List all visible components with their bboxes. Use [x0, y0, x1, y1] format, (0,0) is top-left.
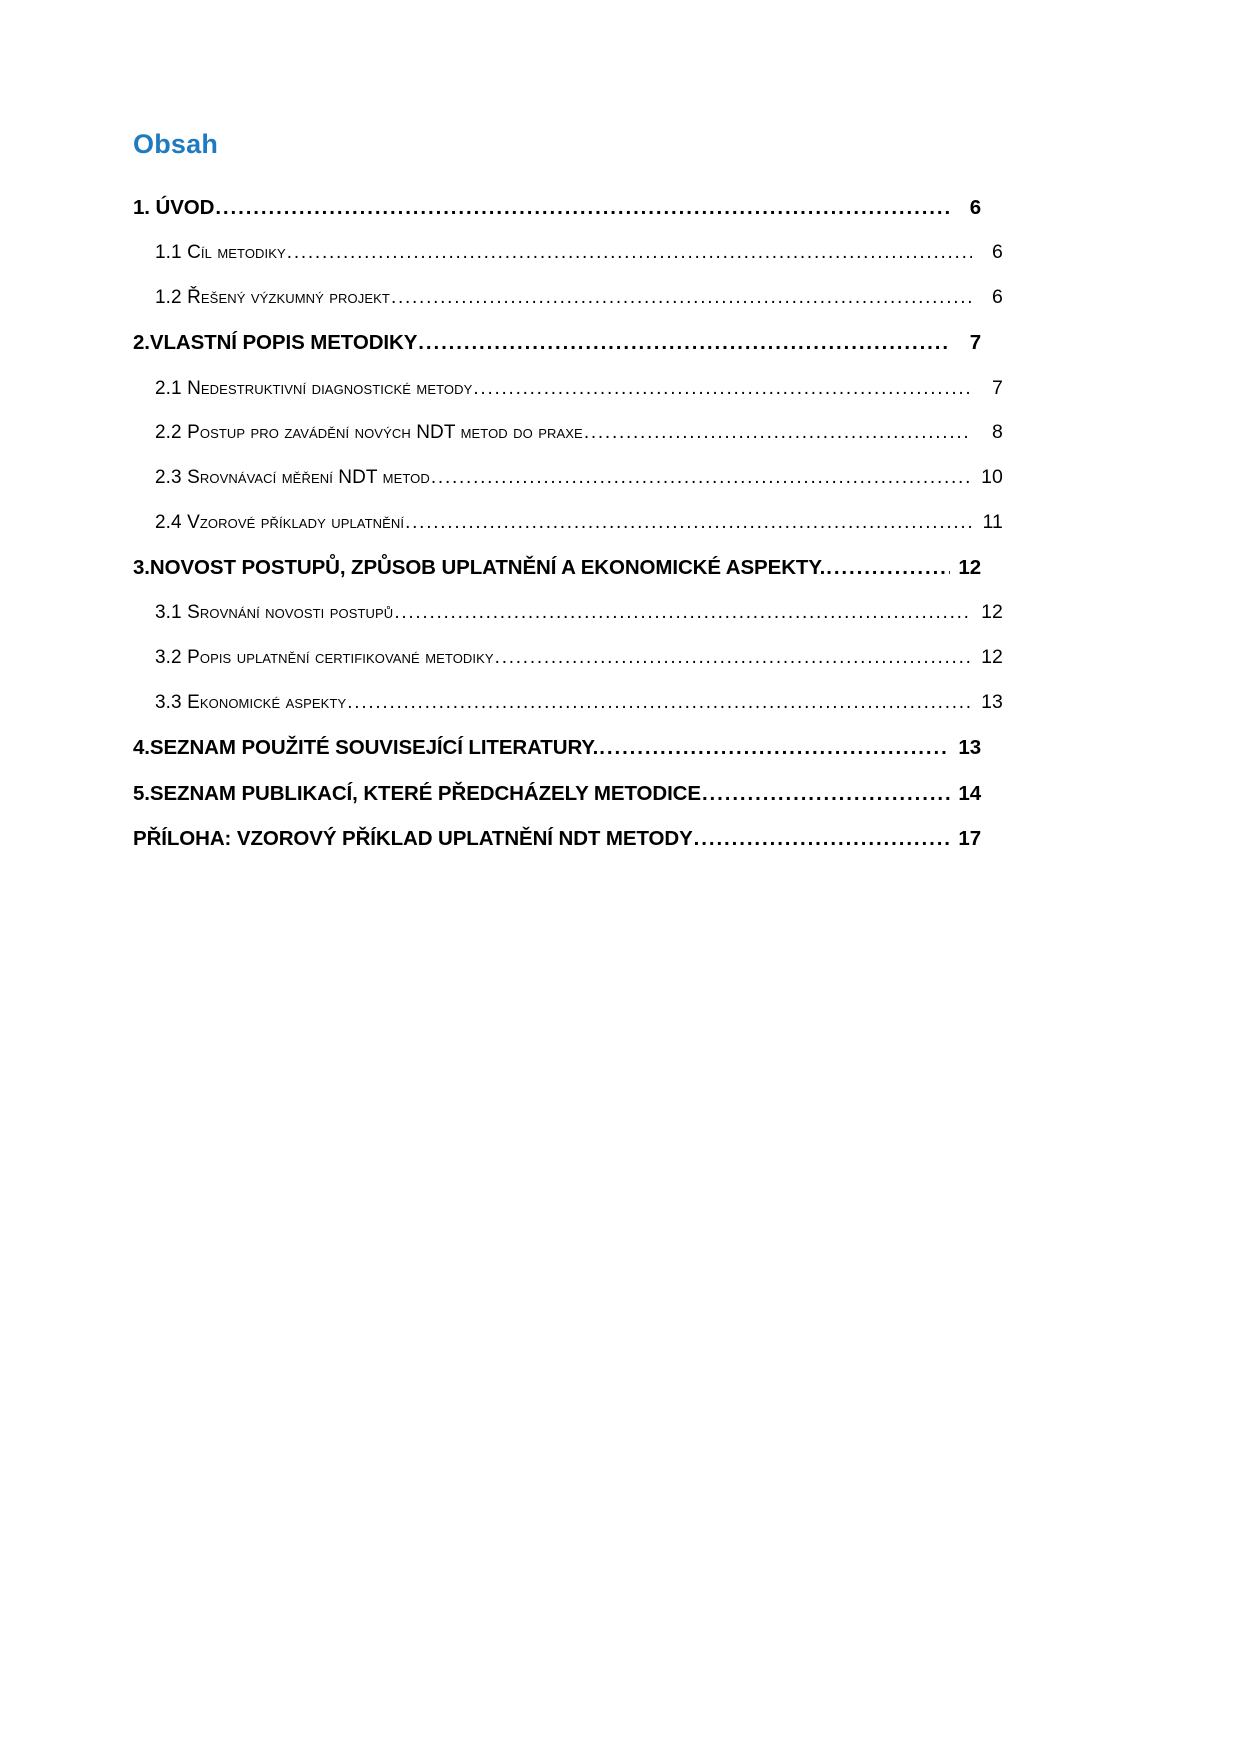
toc-entry-label: 2.2 Postup pro zavádění nových NDT metod do praxe	[155, 422, 583, 444]
toc-entry-page-number: 12	[981, 646, 1003, 669]
toc-dot-leader	[702, 784, 950, 805]
page-title: Obsah	[133, 129, 219, 159]
toc-dot-leader	[287, 243, 972, 262]
toc-dot-leader	[694, 829, 950, 850]
toc-entry-page-number: 7	[969, 330, 981, 354]
toc-entry-label: 2.3 Srovnávací měření NDT metod	[155, 467, 430, 489]
toc-entry-page-number: 8	[992, 421, 1003, 444]
toc-dot-leader	[347, 693, 972, 712]
toc-entry-label: 2.4 Vzorové příklady uplatnění	[155, 512, 405, 534]
toc-dot-leader	[431, 468, 972, 487]
toc-entry-label: 2.VLASTNÍ POPIS METODIKY	[133, 330, 418, 354]
toc-entry-page-number: 12	[981, 601, 1003, 624]
toc-entry[interactable]	[155, 511, 1003, 534]
toc-entry[interactable]	[133, 331, 981, 355]
toc-dot-leader	[405, 513, 972, 532]
toc-entry-label: 1.1 Cíl metodiky	[155, 242, 286, 264]
toc-entry-page-number: 13	[981, 691, 1003, 714]
toc-dot-leader	[584, 423, 972, 442]
toc-entry-label: 3.3 Ekonomické aspekty	[155, 692, 347, 714]
toc-entry-label: 1.2 Řešený výzkumný projekt	[155, 287, 390, 309]
toc-dot-leader	[599, 738, 950, 759]
toc-entry-page-number: 17	[958, 827, 981, 851]
toc-entry[interactable]	[155, 466, 1003, 489]
toc-entry[interactable]	[133, 196, 981, 220]
toc-entry-page-number: 6	[992, 241, 1003, 264]
toc-dot-leader	[394, 603, 972, 622]
toc-entry[interactable]	[133, 782, 981, 806]
toc-entry[interactable]	[133, 827, 981, 851]
toc-entry-label: PŘÍLOHA: VZOROVÝ PŘÍKLAD UPLATNĚNÍ NDT METODY	[133, 827, 693, 851]
toc-entry[interactable]	[133, 736, 981, 760]
toc-entry-label: 4.SEZNAM POUŽITÉ SOUVISEJÍCÍ LITERATURY.	[133, 735, 599, 759]
toc-entry-page-number: 12	[958, 555, 981, 579]
toc-entry[interactable]	[155, 601, 1003, 624]
toc-entry-page-number: 14	[958, 781, 981, 805]
toc-entry[interactable]	[155, 377, 1003, 400]
toc-entry[interactable]	[155, 691, 1003, 714]
toc-entry-label: 2.1 Nedestruktivní diagnostické metody	[155, 377, 473, 399]
toc-entry-label: 5.SEZNAM PUBLIKACÍ, KTERÉ PŘEDCHÁZELY METODICE	[133, 781, 701, 805]
toc-dot-leader	[826, 558, 950, 579]
toc-entry-page-number: 6	[992, 286, 1003, 309]
toc-entry-label: 3.1 Srovnání novosti postupů	[155, 602, 394, 624]
toc-entry[interactable]	[155, 646, 1003, 669]
toc-list	[133, 195, 1003, 851]
toc-dot-leader	[215, 198, 950, 219]
toc-entry-page-number: 11	[982, 511, 1003, 534]
toc-dot-leader	[391, 288, 972, 307]
toc-dot-leader	[495, 648, 972, 667]
toc-dot-leader	[473, 379, 972, 398]
toc-dot-leader	[418, 333, 950, 354]
toc-entry-page-number: 13	[958, 735, 981, 759]
toc-entry-page-number: 10	[981, 466, 1003, 489]
toc-entry[interactable]	[155, 241, 1003, 264]
toc-entry[interactable]	[155, 421, 1003, 444]
toc-entry-page-number: 7	[992, 376, 1003, 399]
toc-entry-label: 3.NOVOST POSTUPŮ, ZPŮSOB UPLATNĚNÍ A EKONOMICKÉ ASPEKTY.	[133, 555, 826, 579]
toc-entry[interactable]	[133, 556, 981, 580]
toc-entry-label: 1. ÚVOD	[133, 195, 215, 219]
toc-entry[interactable]	[155, 286, 1003, 309]
toc-container	[133, 129, 1003, 851]
toc-entry-page-number: 6	[969, 195, 981, 219]
toc-entry-label: 3.2 Popis uplatnění certifikované metodiky	[155, 647, 494, 669]
